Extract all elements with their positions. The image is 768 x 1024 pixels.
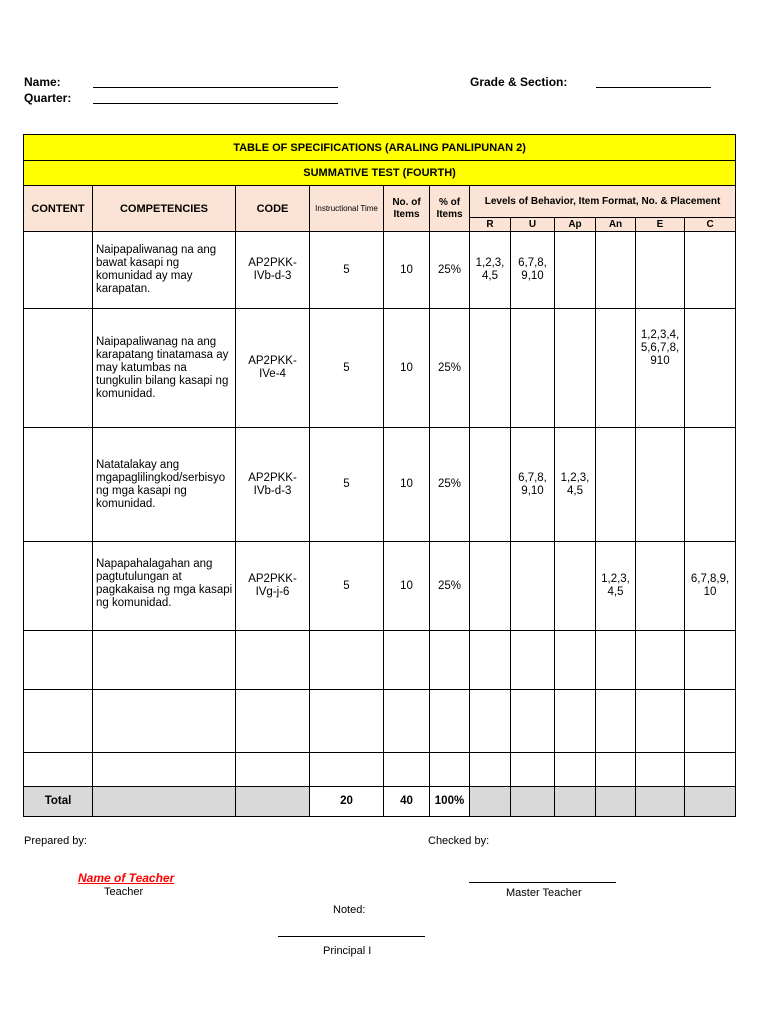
- code-cell: AP2PKK-IVb-d-3: [236, 428, 310, 542]
- code-cell: AP2PKK-IVe-4: [236, 309, 310, 428]
- level-u-cell: 6,7,8, 9,10: [511, 428, 555, 542]
- level-an-cell: [596, 232, 636, 309]
- empty-row: [24, 631, 736, 690]
- principal-role: Principal I: [323, 945, 372, 957]
- teacher-name: Name of Teacher: [78, 871, 175, 885]
- name-label: Name:: [24, 75, 61, 89]
- name-field[interactable]: [93, 87, 338, 88]
- items-cell: 10: [384, 428, 430, 542]
- items-cell: 10: [384, 309, 430, 428]
- items-cell: 10: [384, 542, 430, 631]
- level-an-cell: [596, 428, 636, 542]
- content-cell: [24, 428, 93, 542]
- noted-label: Noted:: [333, 904, 366, 916]
- empty-row: [24, 753, 736, 787]
- grade-section-field[interactable]: [596, 87, 711, 88]
- quarter-label: Quarter:: [24, 91, 72, 105]
- level-an-cell: 1,2,3, 4,5: [596, 542, 636, 631]
- level-ap-cell: [555, 309, 596, 428]
- level-c-cell: 6,7,8,9, 10: [685, 542, 736, 631]
- code-cell: AP2PKK-IVg-j-6: [236, 542, 310, 631]
- level-u-cell: [511, 309, 555, 428]
- header-instructional-time: Instructional Time: [310, 186, 384, 232]
- level-ap-cell: [555, 232, 596, 309]
- percent-cell: 25%: [430, 232, 470, 309]
- level-r-cell: [470, 542, 511, 631]
- content-cell: [24, 232, 93, 309]
- level-ap-cell: 1,2,3, 4,5: [555, 428, 596, 542]
- level-r-cell: [470, 309, 511, 428]
- header-levels-of-behavior: Levels of Behavior, Item Format, No. & Placement: [470, 186, 736, 218]
- table-of-specifications: [23, 134, 736, 817]
- header-level-r: R: [470, 218, 511, 232]
- competency-cell: Naipapaliwanag na ang bawat kasapi ng komunidad ay may karapatan.: [93, 232, 236, 309]
- time-cell: 5: [310, 309, 384, 428]
- master-teacher-signature-line: [469, 882, 616, 883]
- table-row: [24, 428, 736, 542]
- percent-cell: 25%: [430, 309, 470, 428]
- total-time: 20: [310, 787, 384, 817]
- level-c-cell: [685, 309, 736, 428]
- quarter-field[interactable]: [93, 103, 338, 104]
- competency-cell: Napapahalagahan ang pagtutulungan at pagkakaisa ng mga kasapi ng komunidad.: [93, 542, 236, 631]
- total-label: Total: [24, 787, 93, 817]
- header-level-c: C: [685, 218, 736, 232]
- level-r-cell: 1,2,3, 4,5: [470, 232, 511, 309]
- master-teacher-role: Master Teacher: [506, 887, 582, 899]
- content-cell: [24, 309, 93, 428]
- table-row: [24, 309, 736, 428]
- competency-cell: Natatalakay ang mgapaglilingkod/serbisyo ng mga kasapi ng komunidad.: [93, 428, 236, 542]
- header-level-ap: Ap: [555, 218, 596, 232]
- content-cell: [24, 542, 93, 631]
- percent-cell: 25%: [430, 428, 470, 542]
- header-no-of-items: No. of Items: [384, 186, 430, 232]
- header-code: CODE: [236, 186, 310, 232]
- items-cell: 10: [384, 232, 430, 309]
- header-level-u: U: [511, 218, 555, 232]
- time-cell: 5: [310, 542, 384, 631]
- header-competencies: COMPETENCIES: [93, 186, 236, 232]
- table-subtitle: SUMMATIVE TEST (FOURTH): [24, 161, 736, 186]
- total-row: [24, 787, 736, 817]
- level-u-cell: [511, 542, 555, 631]
- header-percent-of-items: % of Items: [430, 186, 470, 232]
- level-r-cell: [470, 428, 511, 542]
- prepared-by-label: Prepared by:: [24, 835, 87, 847]
- table-row: [24, 232, 736, 309]
- level-c-cell: [685, 428, 736, 542]
- total-percent: 100%: [430, 787, 470, 817]
- time-cell: 5: [310, 232, 384, 309]
- level-c-cell: [685, 232, 736, 309]
- header-content: CONTENT: [24, 186, 93, 232]
- level-e-cell: [636, 232, 685, 309]
- checked-by-label: Checked by:: [428, 835, 490, 847]
- competency-cell: Naipapaliwanag na ang karapatang tinatamasa ay may katumbas na tungkulin bilang kasapi ng komunidad.: [93, 309, 236, 428]
- table-row: [24, 542, 736, 631]
- level-an-cell: [596, 309, 636, 428]
- total-items: 40: [384, 787, 430, 817]
- table-title: TABLE OF SPECIFICATIONS (ARALING PANLIPUNAN 2): [24, 135, 736, 161]
- level-u-cell: 6,7,8, 9,10: [511, 232, 555, 309]
- level-ap-cell: [555, 542, 596, 631]
- level-e-cell: [636, 428, 685, 542]
- level-e-cell: [636, 542, 685, 631]
- time-cell: 5: [310, 428, 384, 542]
- empty-row: [24, 690, 736, 753]
- principal-signature-line: [278, 936, 425, 937]
- header-level-an: An: [596, 218, 636, 232]
- level-e-cell: 1,2,3,4, 5,6,7,8, 910: [636, 309, 685, 428]
- grade-section-label: Grade & Section:: [470, 75, 568, 89]
- header-level-e: E: [636, 218, 685, 232]
- percent-cell: 25%: [430, 542, 470, 631]
- teacher-role: Teacher: [104, 886, 144, 898]
- code-cell: AP2PKK-IVb-d-3: [236, 232, 310, 309]
